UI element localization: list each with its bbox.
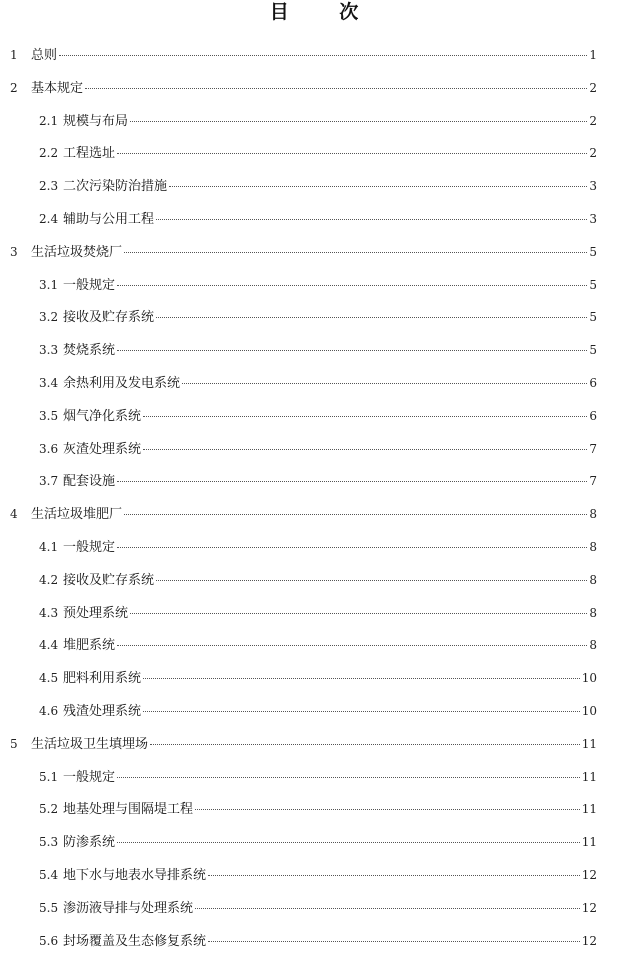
toc-entry-page: 7 [589,474,597,489]
toc-dot-leader [124,252,587,253]
toc-entry-page: 11 [581,802,597,817]
toc-dot-leader [124,514,587,515]
toc-entry-page: 5 [589,277,597,292]
toc-dot-leader [117,285,587,286]
toc-entry[interactable] [39,407,597,425]
toc-entry-label: 防渗系统 [63,835,116,851]
toc-entry-number: 5.6 [39,933,59,948]
toc-entry[interactable] [39,177,597,195]
toc-entry-label: 一般规定 [63,769,116,785]
toc-entry[interactable] [39,833,597,851]
toc-entry-page: 5 [589,244,597,259]
toc-entry-number: 2.2 [39,146,59,161]
toc-entry[interactable] [39,636,597,654]
toc-dot-leader [143,416,587,417]
toc-entry-number: 2 [10,80,18,95]
toc-entry-number: 2.3 [39,179,59,194]
toc-entry-label: 生活垃圾焚烧厂 [31,244,123,260]
toc-dot-leader [130,613,587,614]
toc-entry-number: 5.5 [39,900,59,915]
toc-entry-number: 3.4 [39,376,59,390]
toc-entry-page: 6 [589,376,597,390]
toc-entry[interactable] [10,735,597,753]
toc-dot-leader [150,744,580,745]
toc-dot-leader [143,449,587,450]
toc-entry-label: 接收及贮存系统 [63,310,155,326]
toc-entry-number: 5.3 [39,835,59,850]
toc-entry-label: 残渣处理系统 [63,704,142,719]
toc-entry-label: 总则 [31,48,58,63]
toc-entry-label: 生活垃圾堆肥厂 [31,507,123,523]
toc-entry-number: 4.1 [39,540,59,554]
toc-entry-label: 接收及贮存系统 [63,572,155,588]
toc-entry-number: 5.4 [39,868,59,882]
toc-entry-label: 渗沥液导排与处理系统 [63,900,194,916]
toc-entry-page: 8 [589,540,597,554]
toc-dot-leader [156,219,587,220]
toc-entry-page: 2 [589,146,597,161]
toc-entry[interactable] [10,505,597,523]
toc-entry-number: 5 [10,736,18,751]
toc-entry-number: 5.1 [39,769,59,784]
toc-entry-number: 4.3 [39,605,59,620]
toc-entry-page: 2 [589,80,597,95]
toc-entry-page: 11 [581,835,597,850]
toc-dot-leader [130,121,587,122]
toc-entry-number: 4.4 [39,638,59,653]
toc-entry-number: 3.2 [39,310,59,325]
toc-entry[interactable] [39,472,597,490]
toc-entry-label: 辅助与公用工程 [63,212,155,227]
toc-entry-page: 8 [589,507,597,522]
toc-entry-label: 烟气净化系统 [63,408,142,424]
toc-dot-leader [195,908,580,909]
toc-entry[interactable] [39,768,597,786]
toc-entry-number: 3.3 [39,343,59,358]
toc-entry-number: 3.5 [39,408,59,423]
toc-entry-page: 12 [581,933,597,948]
toc-entry-label: 地下水与地表水导排系统 [63,868,207,883]
toc-entry-number: 2.1 [39,113,59,128]
toc-entry[interactable] [39,440,597,458]
toc-entry[interactable] [10,79,597,97]
toc-entry[interactable] [39,374,597,392]
toc-dot-leader [143,711,580,712]
toc-entry-page: 11 [581,736,597,751]
toc-entry[interactable] [39,899,597,917]
toc-entry-label: 二次污染防治措施 [63,179,168,195]
toc-entry-number: 5.2 [39,802,59,817]
toc-entry-page: 10 [581,704,597,718]
toc-entry[interactable] [39,866,597,884]
toc-entry[interactable] [39,571,597,589]
toc-entry[interactable] [39,538,597,556]
toc-entry[interactable] [39,932,597,950]
toc-entry[interactable] [10,46,597,64]
toc-dot-leader [117,547,587,548]
toc-entry-page: 11 [581,769,597,784]
toc-entry-number: 3.7 [39,474,59,489]
toc-entry[interactable] [39,669,597,687]
toc-entry-label: 生活垃圾卫生填埋场 [31,736,149,752]
toc-dot-leader [117,777,580,778]
toc-entry-number: 4.5 [39,671,59,686]
toc-dot-leader [208,875,580,876]
toc-entry-page: 1 [589,48,597,62]
toc-entry[interactable] [39,210,597,228]
toc-entry-page: 3 [589,179,597,194]
toc-entry-number: 3 [10,244,18,259]
toc-entry[interactable] [39,800,597,818]
toc-dot-leader [156,317,587,318]
toc-dot-leader [59,55,587,56]
toc-dot-leader [143,678,580,679]
toc-entry-number: 4 [10,507,18,522]
toc-entry-page: 5 [589,343,597,358]
toc-entry[interactable] [39,341,597,359]
page-title: 目 次 [269,1,381,23]
toc-entry-page: 8 [589,572,597,587]
toc-entry[interactable] [39,112,597,130]
toc-entry-label: 预处理系统 [63,605,129,621]
toc-entry[interactable] [39,604,597,622]
toc-entry-label: 地基处理与围隔堤工程 [63,802,194,818]
toc-entry-label: 工程选址 [63,146,116,162]
toc-entry-label: 配套设施 [63,474,116,490]
toc-dot-leader [85,88,587,89]
toc-entry[interactable] [39,276,597,294]
toc-entry-page: 3 [589,212,597,226]
toc-dot-leader [117,481,587,482]
toc-dot-leader [169,186,587,187]
toc-dot-leader [117,153,587,154]
toc-entry-page: 2 [589,113,597,128]
toc-dot-leader [208,941,580,942]
toc-dot-leader [195,809,580,810]
toc-entry-label: 堆肥系统 [63,638,116,654]
toc-dot-leader [156,580,587,581]
toc-entry-label: 一般规定 [63,540,116,555]
toc-entry-label: 肥料利用系统 [63,671,142,687]
toc-entry-number: 4.6 [39,704,59,718]
toc-entry-page: 10 [581,671,597,686]
toc-entry-label: 一般规定 [63,277,116,293]
toc-entry-number: 3.6 [39,441,59,456]
toc-entry-page: 8 [589,605,597,620]
toc-entry-number: 4.2 [39,572,59,587]
toc-entry-page: 12 [581,868,597,882]
toc-dot-leader [117,842,580,843]
toc-entry[interactable] [39,144,597,162]
toc-entry-number: 2.4 [39,212,59,226]
toc-entry-page: 12 [581,900,597,915]
toc-entry-label: 基本规定 [31,80,84,96]
toc-entry-label: 封场覆盖及生态修复系统 [63,933,207,949]
toc-entry[interactable] [39,702,597,720]
toc-dot-leader [117,350,587,351]
toc-entry-page: 5 [589,310,597,325]
toc-entry-label: 灰渣处理系统 [63,441,142,457]
toc-entry-page: 6 [589,408,597,423]
toc-dot-leader [182,383,587,384]
toc-entry[interactable] [39,308,597,326]
toc-entry-number: 3.1 [39,277,59,292]
toc-entry-page: 7 [589,441,597,456]
toc-entry-label: 规模与布局 [63,113,129,129]
toc-dot-leader [117,645,587,646]
toc-entry-label: 余热利用及发电系统 [63,376,181,391]
toc-entry[interactable] [10,243,597,261]
toc-entry-page: 8 [589,638,597,653]
toc-entry-label: 焚烧系统 [63,343,116,359]
toc-entry-number: 1 [10,48,18,62]
